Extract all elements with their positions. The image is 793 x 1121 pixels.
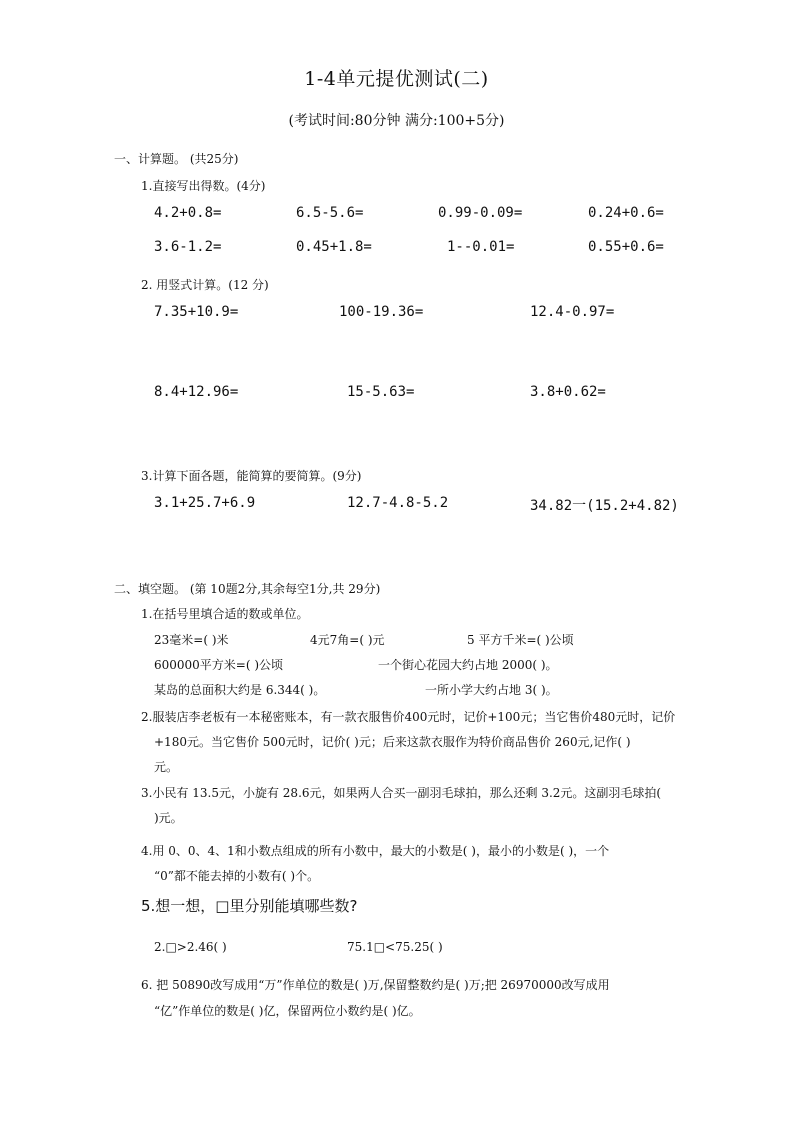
s1-q1-item: 0.99-0.09= [438, 205, 523, 221]
s2-q6-line: “亿”作单位的数是( )亿，保留两位小数约是( )亿。 [154, 1004, 421, 1018]
s1-q2-label: 2. 用竖式计算。(12 分) [141, 278, 269, 292]
s2-q1-blank: 600000平方米=( )公顷 [154, 658, 284, 672]
s2-q6-line: 6. 把 50890改写成用“万”作单位的数是( )万,保留整数约是( )万;把 26970000改写成用 [141, 978, 610, 992]
s2-q3-line: 3.小民有 13.5元，小旋有 28.6元，如果两人合买一副羽毛球拍，那么还剩 3.2元。这副羽毛球拍( [141, 786, 662, 800]
s1-q3-item: 34.82一(15.2+4.82) [530, 498, 679, 514]
s2-q4-line: “0”都不能去掉的小数有( )个。 [154, 869, 320, 883]
s1-q3-item: 3.1+25.7+6.9 [154, 495, 256, 511]
s2-q4-line: 4.用 0、0、4、1和小数点组成的所有小数中，最大的小数是( )，最小的小数是( )，一个 [141, 844, 610, 858]
s2-q1-label: 1.在括号里填合适的数或单位。 [141, 607, 309, 621]
s2-q5-label: 5.想一想，□里分别能填哪些数? [141, 897, 358, 915]
s1-q1-item: 0.55+0.6= [588, 239, 664, 255]
s1-q1-label: 1.直接写出得数。(4分) [141, 179, 266, 193]
s2-q1-blank: 某岛的总面积大约是 6.344( )。 [154, 683, 326, 697]
s1-q3-label: 3.计算下面各题，能简算的要简算。(9分) [141, 469, 362, 483]
section2-heading: 二、填空题。 (第 10题2分,其余每空1分,共 29分) [114, 582, 381, 596]
s1-q2-item: 100-19.36= [339, 304, 424, 320]
s2-q1-blank: 23毫米=( )米 [154, 633, 229, 647]
s1-q1-item: 6.5-5.6= [296, 205, 364, 221]
s1-q1-item: 0.24+0.6= [588, 205, 664, 221]
s2-q2-line: +180元。当它售价 500元时，记价( )元；后来这款衣服作为特价商品售价 260元,记作( ) [154, 735, 631, 749]
s2-q5-item: 75.1□<75.25( ) [347, 940, 443, 954]
s1-q2-item: 7.35+10.9= [154, 304, 239, 320]
s2-q1-blank: 5 平方千米=( )公顷 [467, 633, 574, 647]
s1-q2-item: 8.4+12.96= [154, 384, 239, 400]
s2-q1-blank: 一个街心花园大约占地 2000( )。 [378, 658, 558, 672]
s1-q1-item: 1--0.01= [447, 239, 515, 255]
s1-q1-item: 3.6-1.2= [154, 239, 222, 255]
s2-q5-item: 2.□>2.46( ) [154, 940, 227, 954]
s1-q2-item: 12.4-0.97= [530, 304, 615, 320]
s1-q2-item: 3.8+0.62= [530, 384, 606, 400]
s2-q1-blank: 一所小学大约占地 3( )。 [425, 683, 558, 697]
s2-q2-line: 元。 [154, 760, 179, 774]
exam-info: (考试时间:80分钟 满分:100+5分) [288, 113, 505, 129]
s1-q1-item: 0.45+1.8= [296, 239, 372, 255]
section1-heading: 一、计算题。 (共25分) [114, 152, 239, 166]
s1-q2-item: 15-5.63= [347, 384, 415, 400]
s2-q1-blank: 4元7角=( )元 [310, 633, 385, 647]
s1-q1-item: 4.2+0.8= [154, 205, 222, 221]
s2-q2-line: 2.服装店李老板有一本秘密账本，有一款衣服售价400元时，记价+100元；当它售价480元时，记价 [141, 710, 676, 724]
s2-q3-line: )元。 [154, 811, 183, 825]
page-title: 1-4单元提优测试(二) [304, 68, 489, 90]
s1-q3-item: 12.7-4.8-5.2 [347, 495, 449, 511]
